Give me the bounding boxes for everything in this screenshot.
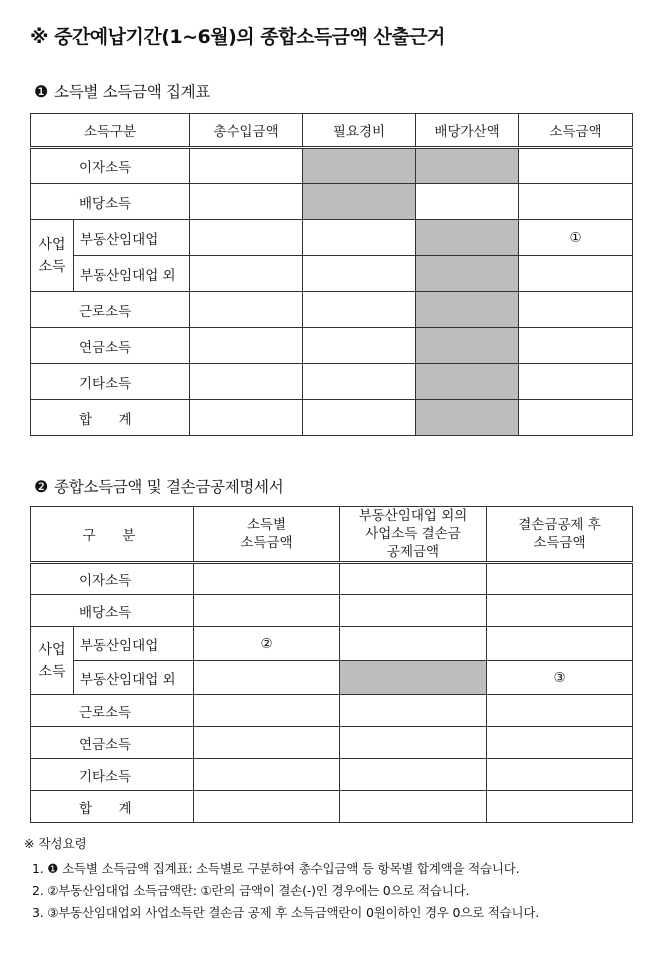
data-cell[interactable] (519, 328, 633, 364)
header-cell (340, 507, 487, 563)
section2-heading (34, 475, 283, 497)
shaded-cell (416, 148, 519, 184)
data-cell[interactable] (487, 627, 633, 661)
data-cell[interactable] (487, 595, 633, 627)
instructions-heading: ※ 작성요령 (24, 836, 87, 851)
data-cell[interactable] (303, 292, 416, 328)
instruction-item: 2. ②부동산임대업 소득금액란: ①란의 금액이 결손(-)인 경우에는 0으로 적습니다. (32, 883, 470, 898)
row-label-total (31, 400, 190, 436)
data-cell[interactable] (340, 727, 487, 759)
header-cell: 필요경비 (303, 114, 416, 148)
header-text: 구 분 (82, 528, 142, 544)
table-row (31, 364, 633, 400)
data-cell[interactable] (190, 400, 303, 436)
shaded-cell (303, 184, 416, 220)
business-income-group-label (31, 627, 74, 695)
table-row-total (31, 791, 633, 823)
section2-number: ❷ (34, 477, 49, 496)
shaded-cell (340, 661, 487, 695)
income-summary-table (30, 113, 633, 436)
table-row (31, 661, 633, 695)
total-label: 합 계 (79, 800, 138, 817)
shaded-cell (416, 328, 519, 364)
data-cell[interactable] (194, 595, 340, 627)
row-label: 배당소득 (31, 184, 190, 220)
shaded-cell (416, 292, 519, 328)
instruction-item: 1. ❶ 소득별 소득금액 집계표: 소득별로 구분하여 총수입금액 등 항목별 합계액을 적습니다. (32, 861, 520, 876)
data-cell[interactable] (194, 791, 340, 823)
data-cell[interactable] (190, 364, 303, 400)
data-cell[interactable] (303, 220, 416, 256)
table-row (31, 627, 633, 661)
group-label-text: 사업 소득 (38, 641, 66, 680)
header-cell (487, 507, 633, 563)
instruction-item: 3. ③부동산임대업외 사업소득란 결손금 공제 후 소득금액란이 0원이하인 경우 0으로 적습니다. (32, 905, 540, 920)
data-cell[interactable] (190, 328, 303, 364)
table-row (31, 256, 633, 292)
data-cell[interactable] (340, 791, 487, 823)
data-cell[interactable] (190, 292, 303, 328)
row-label-total (31, 791, 194, 823)
business-income-group-label (31, 220, 74, 292)
group-label-text: 사업 소득 (38, 236, 66, 275)
row-label: 근로소득 (31, 292, 190, 328)
table-row (31, 292, 633, 328)
header-text: 결손금공제 후 소득금액 (518, 517, 601, 551)
instructions (24, 834, 539, 924)
data-cell[interactable] (194, 695, 340, 727)
header-cell: 소득금액 (519, 114, 633, 148)
table-row (31, 563, 633, 595)
data-cell[interactable] (519, 184, 633, 220)
table-header-row (31, 114, 633, 148)
data-cell[interactable] (519, 364, 633, 400)
data-cell[interactable] (487, 727, 633, 759)
table-row (31, 759, 633, 791)
data-cell[interactable] (340, 563, 487, 595)
header-cell: 소득구분 (31, 114, 190, 148)
data-cell[interactable] (190, 256, 303, 292)
data-cell[interactable] (194, 727, 340, 759)
data-cell[interactable] (519, 400, 633, 436)
row-label: 배당소득 (31, 595, 194, 627)
shaded-cell (416, 256, 519, 292)
data-cell[interactable] (487, 791, 633, 823)
deficit-deduction-table (30, 506, 633, 823)
header-cell: 배당가산액 (416, 114, 519, 148)
mark-cell[interactable]: ② (194, 627, 340, 661)
table-row-total (31, 400, 633, 436)
section2-title: 종합소득금액 및 결손금공제명세서 (54, 478, 284, 496)
table-row (31, 220, 633, 256)
data-cell[interactable] (340, 627, 487, 661)
row-label: 기타소득 (31, 364, 190, 400)
data-cell[interactable] (303, 364, 416, 400)
data-cell[interactable] (303, 328, 416, 364)
data-cell[interactable] (194, 759, 340, 791)
row-label: 부동산임대업 외 (74, 256, 190, 292)
header-cell (31, 507, 194, 563)
header-cell (194, 507, 340, 563)
section1-title: 소득별 소득금액 집계표 (54, 83, 211, 101)
table-header-row (31, 507, 633, 563)
data-cell[interactable] (340, 759, 487, 791)
table-row (31, 695, 633, 727)
row-label: 기타소득 (31, 759, 194, 791)
table-row (31, 727, 633, 759)
data-cell[interactable] (303, 256, 416, 292)
table-row (31, 328, 633, 364)
mark-cell[interactable]: ③ (487, 661, 633, 695)
shaded-cell (416, 364, 519, 400)
section1-heading (34, 80, 210, 102)
row-label: 부동산임대업 (74, 627, 194, 661)
row-label: 이자소득 (31, 563, 194, 595)
row-label: 이자소득 (31, 148, 190, 184)
data-cell[interactable] (303, 400, 416, 436)
table-row (31, 148, 633, 184)
data-cell[interactable] (190, 220, 303, 256)
row-label: 연금소득 (31, 727, 194, 759)
header-cell: 총수입금액 (190, 114, 303, 148)
row-label: 부동산임대업 (74, 220, 190, 256)
data-cell[interactable] (190, 184, 303, 220)
data-cell[interactable] (519, 256, 633, 292)
row-label: 부동산임대업 외 (74, 661, 194, 695)
data-cell[interactable] (194, 661, 340, 695)
data-cell[interactable] (519, 148, 633, 184)
row-label: 연금소득 (31, 328, 190, 364)
mark-cell[interactable]: ① (519, 220, 633, 256)
total-label: 합 계 (79, 411, 138, 428)
header-text: 부동산임대업 외의 사업소득 결손금 공제금액 (358, 508, 468, 560)
data-cell[interactable] (340, 695, 487, 727)
data-cell[interactable] (416, 184, 519, 220)
header-text: 소득별 소득금액 (240, 517, 293, 551)
data-cell[interactable] (194, 563, 340, 595)
data-cell[interactable] (487, 563, 633, 595)
row-label: 근로소득 (31, 695, 194, 727)
data-cell[interactable] (487, 759, 633, 791)
section1-number: ❶ (34, 82, 49, 101)
page-title: ※ 중간예납기간(1~6월)의 종합소득금액 산출근거 (30, 26, 445, 48)
data-cell[interactable] (519, 292, 633, 328)
table-row (31, 184, 633, 220)
data-cell[interactable] (190, 148, 303, 184)
shaded-cell (416, 400, 519, 436)
data-cell[interactable] (340, 595, 487, 627)
shaded-cell (416, 220, 519, 256)
table-row (31, 595, 633, 627)
shaded-cell (303, 148, 416, 184)
data-cell[interactable] (487, 695, 633, 727)
